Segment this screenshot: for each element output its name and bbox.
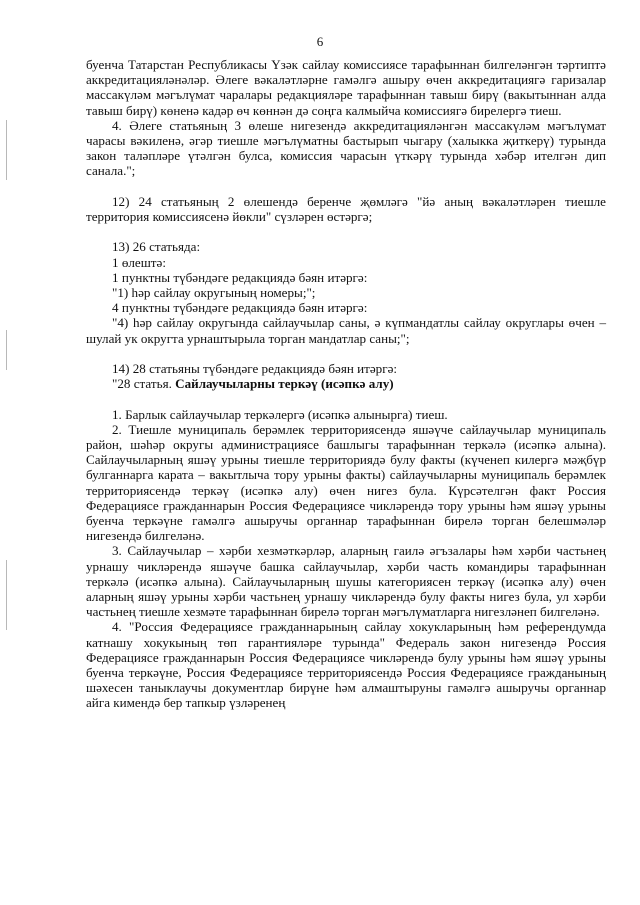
- paragraph-gap: [86, 224, 606, 239]
- paragraph-item-14: 14) 28 статьяны түбәндәге редакциядә бәян итәргә:: [112, 361, 398, 377]
- paragraph-clause-1-text: "1) һәр сайлау округының номеры;";: [112, 285, 316, 301]
- paragraph-item-13: 13) 26 статьяда:: [112, 239, 201, 255]
- paragraph-article-part-4: 4. "Россия Федерациясе гражданнарының сайлау хокукларының һәм референдумда катнашу хокукының төп гарантияләре турында" Федераль закон нигезендә Россия Федерациясе гражданнарын Россия Федерациясе чикләрендә булу урыны һәм яшәү урыны буенча теркәүне, Россия Федерациясе территориясендә Россия Федерациясе гражданының шәхесен таныклаучы документлар бирүне һәм алмаштыруны гамәлгә ашыручы органнар айга кимендә бер тапкыр үзләренең: [86, 619, 606, 711]
- paragraph-clause-4-intro: 4 пунктны түбәндәге редакциядә бәян итәргә:: [112, 300, 368, 316]
- scan-edge-mark: [6, 330, 7, 370]
- paragraph-article-part-2: 2. Тиешле муниципаль берәмлек территориясендә яшәүче сайлаучылар муниципаль район, шәһәр округы администрациясе башлыгы тарафыннан теркәлә (исәпкә алына). Сайлаучыларның яшәү урыны тиешле территориядә булу факты (күченеп килергә мәҗбүр булганнарга карата – вакытлыча тору урыны факты) сайлаучыларны муниципаль берәмлек территориясендә теркәү (исәпкә алу) өчен нигез була. Күрсәтелгән факт Россия Федерациясе гражданнарын Россия Федерациясе чикләрендә тору урыны һәм яшәү урыны буенча теркәүне гамәлгә ашыручы органнар тарафыннан бирелә торган белешмәләр нигезендә билгеләнә.: [86, 421, 606, 544]
- paragraph-article-part-3: 3. Сайлаучылар – хәрби хезмәткәрләр, аларның гаилә әгъзалары һәм хәрби частьнең урнашу чикләрендә яшәүче башка сайлаучылар, хәрби часть командиры тарафыннан теркәлә (исәпкә алына). Сайлаучыларның шушы категориясен теркәү (исәпкә алу) өчен аларның яшәү урыны хәрби частьнең урнашу чикләрендә булу факты нигез була, ул хәрби частьнең тиешле хезмәте тарафыннан бирелә торган мәгълүматларга нигезләнеп билгеләнә.: [86, 543, 606, 620]
- paragraph-gap: [86, 179, 606, 194]
- article-title: Сайлаучыларны теркәү (исәпкә алу): [175, 376, 394, 392]
- scan-edge-mark: [6, 120, 7, 180]
- paragraph-item-4: 4. Әлеге статьяның 3 өлеше нигезендә аккредитацияләнгән массакүләм мәгълүмат чарасы вәкиленә, әгәр тиешле мәгълүматны бастырып чыгару (халыкка җиткерү) турында закон таләпләре үтәлгән булса, комиссия чарасын үткәрү турында хәбәр ителгән дип санала.";: [86, 117, 606, 179]
- article-number: "28 статья.: [112, 376, 172, 392]
- page-number: 6: [316, 34, 324, 49]
- article-heading: [86, 376, 606, 391]
- paragraph-gap: [86, 391, 606, 406]
- paragraph-part-1: 1 өлештә:: [112, 254, 166, 270]
- document-body: [86, 57, 606, 711]
- paragraph-clause-4-text: "4) һәр сайлау округында сайлаучылар саны, ә күпмандатлы сайлау округлары өчен – шулай ук округта урнаштырыла торган мандатлар саны;";: [86, 315, 606, 346]
- paragraph-item-12: 12) 24 статьяның 2 өлешендә беренче җөмләгә "йә аның вәкаләтләрен тиешле территория комиссиясенә йөкли" сүзләрен өстәргә;: [86, 193, 606, 225]
- paragraph-clause-1-intro: 1 пунктны түбәндәге редакциядә бәян итәргә:: [112, 269, 368, 285]
- paragraph-gap: [86, 346, 606, 361]
- paragraph-continuation: буенча Татарстан Республикасы Үзәк сайлау комиссиясе тарафыннан билгеләнгән тәртиптә аккредитацияләнәләр. Әлеге вәкаләтләрне гамәлгә ашыру өчен аккредитациягә гаризалар массакүләм мәгълүмат чаралары редакцияләре тарафыннан тавыш бирү (вакытыннан алда тавыш бирү) көненә кадәр өч көннән дә соңга калмыйча комиссиягә бирелергә тиеш.: [86, 57, 606, 118]
- paragraph-article-part-1: 1. Барлык сайлаучылар теркәлергә (исәпкә алынырга) тиеш.: [112, 406, 448, 422]
- scan-edge-mark: [6, 560, 7, 630]
